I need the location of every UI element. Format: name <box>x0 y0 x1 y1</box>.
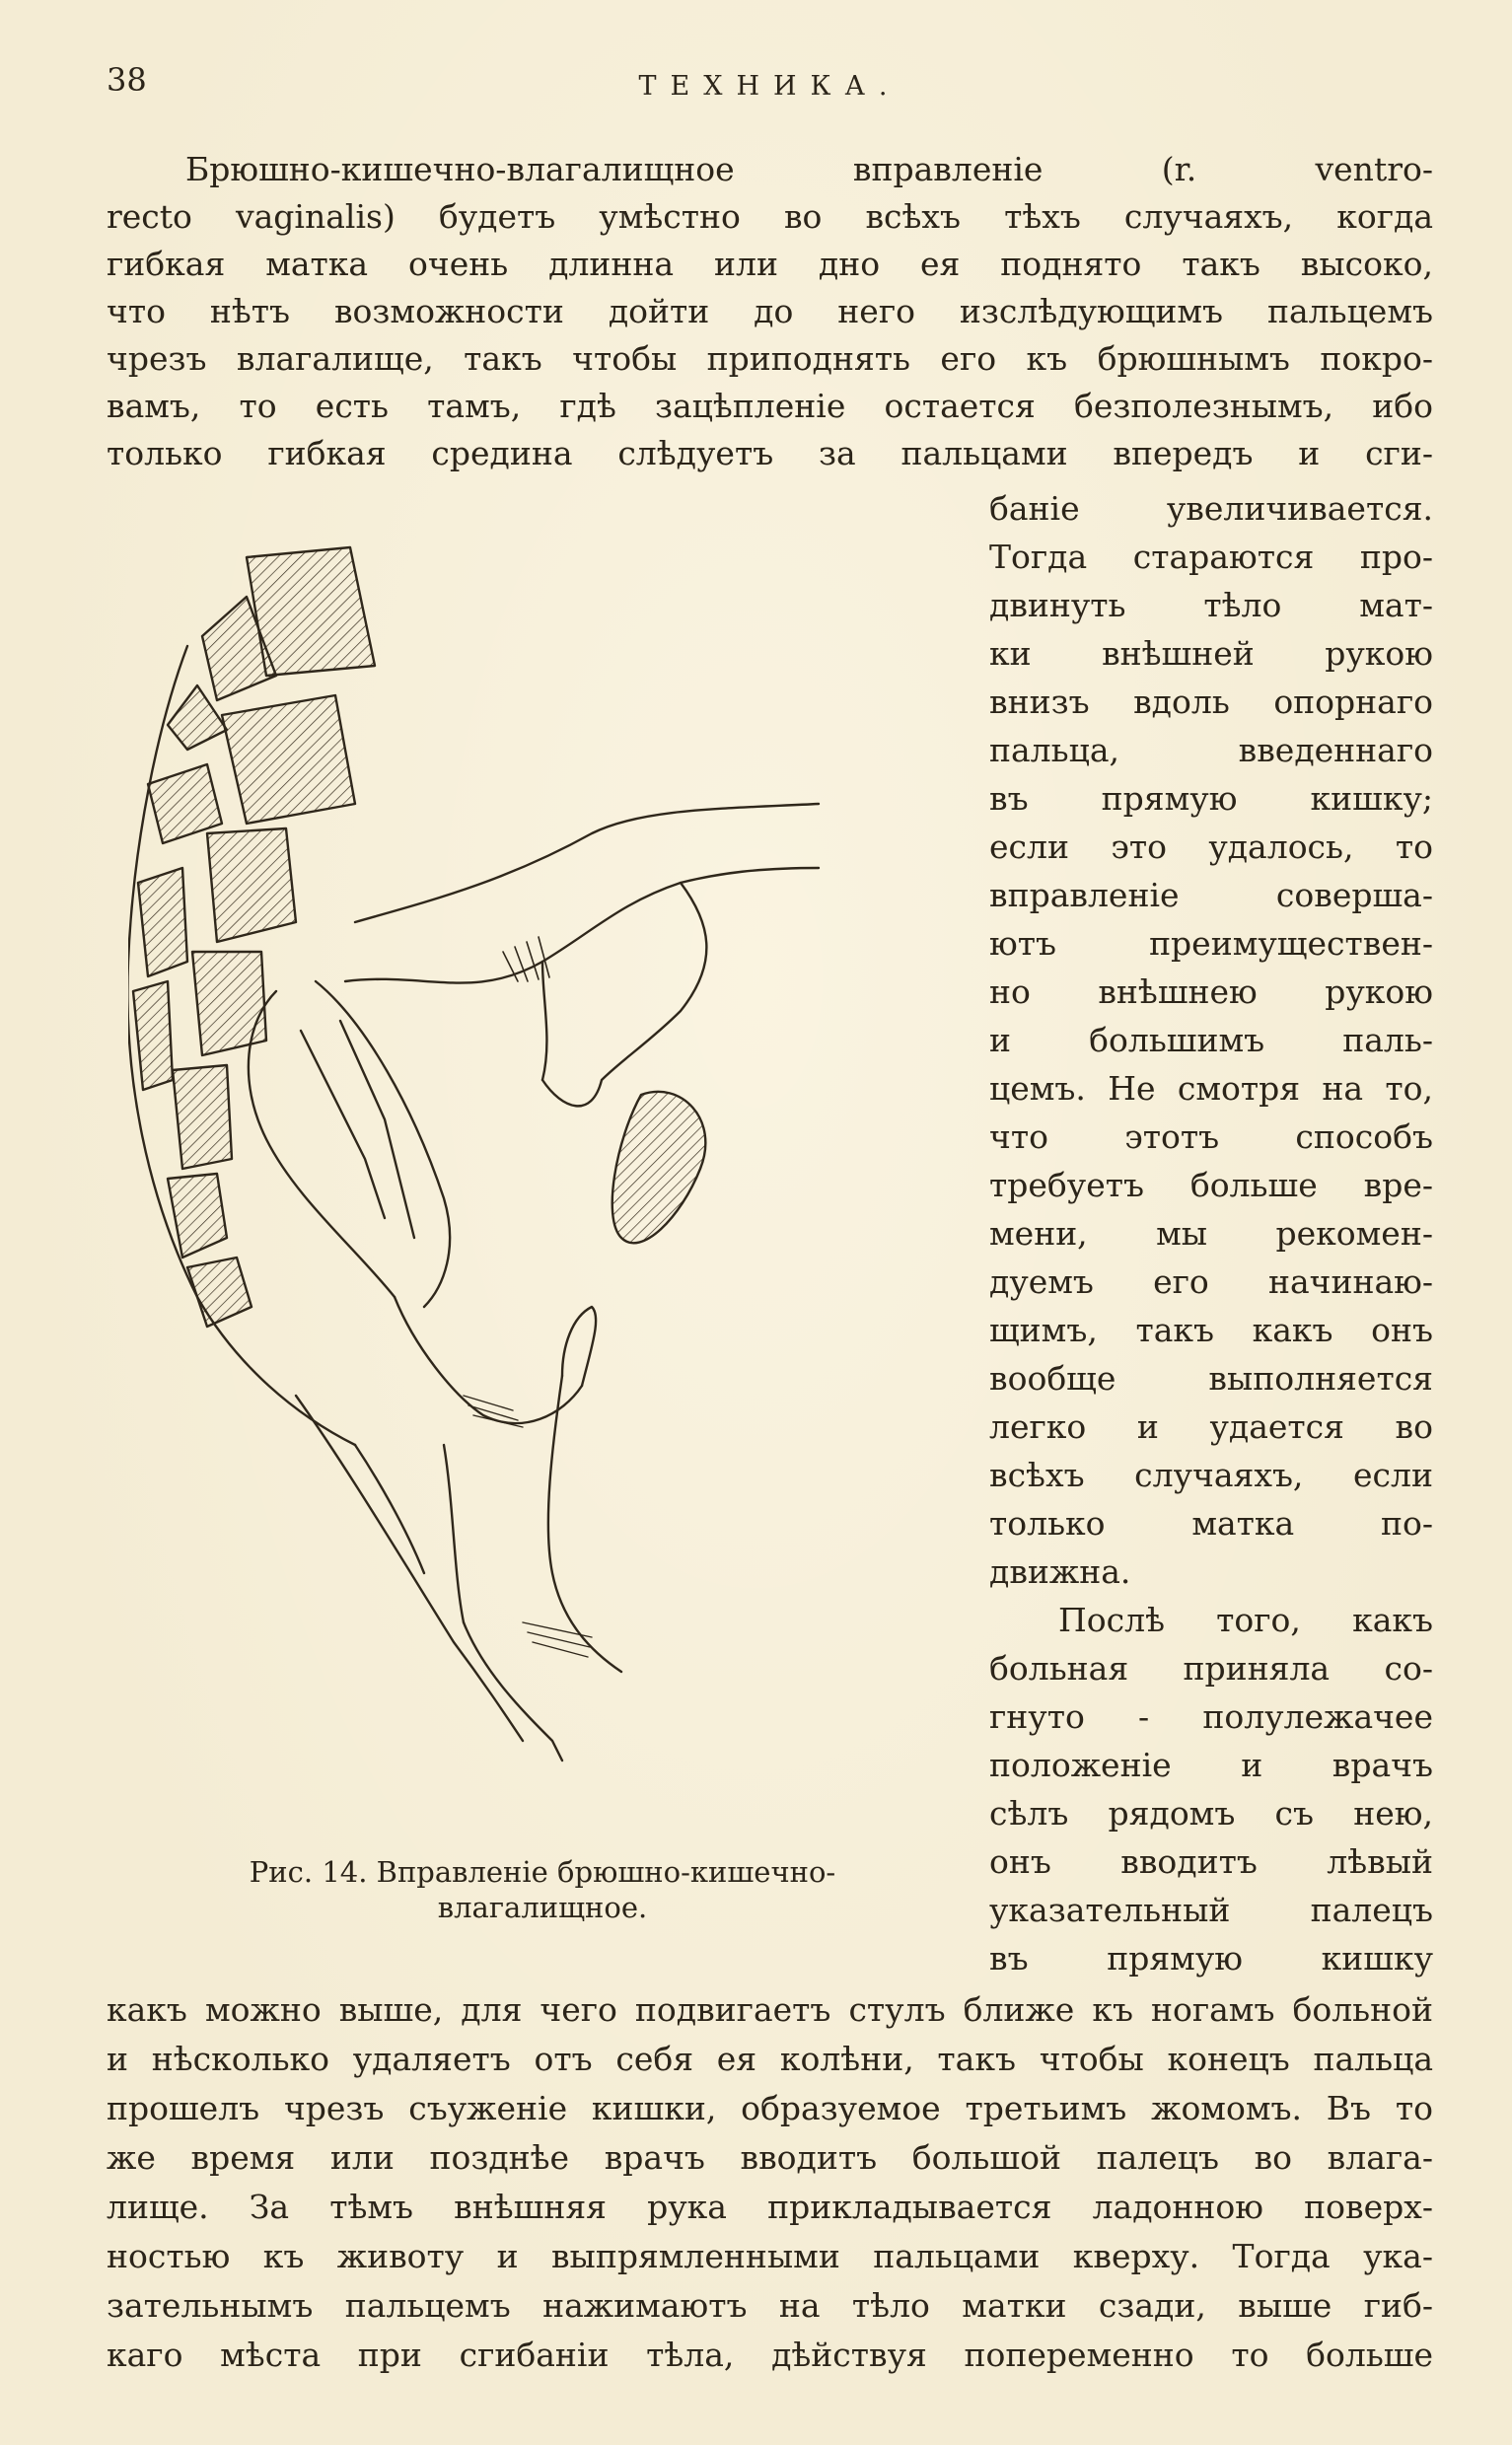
running-title: ТЕХНИКА. <box>638 71 901 102</box>
text-line: Тогда стараются про- <box>989 538 1433 576</box>
text-line: Брюшно-кишечно-влагалищное вправленіе (r. ventro- <box>185 150 1433 188</box>
text-line: гнуто - полулежачее <box>989 1697 1433 1736</box>
text-line: только матка по- <box>989 1504 1433 1543</box>
page-number: 38 <box>107 61 147 99</box>
caption-line: влагалищное. <box>437 1891 648 1924</box>
text-line: дуемъ его начинаю- <box>989 1262 1433 1301</box>
text-line: въ прямую кишку; <box>989 779 1433 818</box>
text-line: recto vaginalis) будетъ умѣстно во всѣхъ тѣхъ случаяхъ, когда <box>107 197 1433 236</box>
text-line: только гибкая средина слѣдуетъ за пальцами впередъ и сги- <box>107 434 1433 472</box>
page-header <box>107 61 1433 110</box>
text-line: вправленіе соверша- <box>989 876 1433 914</box>
text-line: въ прямую кишку <box>989 1939 1433 1978</box>
text-line: что этотъ способъ <box>989 1117 1433 1156</box>
text-line: баніе увеличивается. <box>989 489 1433 528</box>
text-line: внизъ вдоль опорнаго <box>989 683 1433 721</box>
text-line: ки внѣшней рукою <box>989 634 1433 673</box>
text-line: зательнымъ пальцемъ нажимаютъ на тѣло матки сзади, выше гиб- <box>107 2286 1433 2325</box>
text-line: легко и удается во <box>989 1407 1433 1446</box>
text-line: мени, мы рекомен- <box>989 1214 1433 1253</box>
text-line: вамъ, то есть тамъ, гдѣ зацѣпленіе остается безполезнымъ, ибо <box>107 387 1433 425</box>
text-line: гибкая матка очень длинна или дно ея поднято такъ высоко, <box>107 245 1433 283</box>
text-line: пальца, введеннаго <box>989 731 1433 769</box>
text-line: и нѣсколько удаляетъ отъ себя ея колѣни, такъ чтобы конецъ пальца <box>107 2040 1433 2078</box>
caption-line: Рис. 14. Вправленіе брюшно-кишечно- <box>249 1855 836 1889</box>
text-line: лище. За тѣмъ внѣшняя рука прикладывается ладонною поверх- <box>107 2188 1433 2226</box>
text-line: же время или позднѣе врачъ вводитъ большой палецъ во влага- <box>107 2138 1433 2177</box>
text-line: всѣхъ случаяхъ, если <box>989 1456 1433 1494</box>
text-line: щимъ, такъ какъ онъ <box>989 1311 1433 1349</box>
text-line: ностью къ животу и выпрямленными пальцами кверху. Тогда ука- <box>107 2237 1433 2275</box>
text-line: движна. <box>989 1552 1131 1591</box>
text-line: какъ можно выше, для чего подвигаетъ стулъ ближе къ ногамъ больной <box>107 1990 1433 2029</box>
text-line: онъ вводитъ лѣвый <box>989 1842 1433 1881</box>
text-line: но внѣшнею рукою <box>989 972 1433 1011</box>
text-line: цемъ. Не смотря на то, <box>989 1069 1433 1108</box>
text-line: прошелъ чрезъ съуженіе кишки, образуемое третьимъ жомомъ. Въ то <box>107 2089 1433 2127</box>
text-line: если это удалось, то <box>989 827 1433 866</box>
text-line: указательный палецъ <box>989 1891 1433 1929</box>
text-line: больная приняла со- <box>989 1649 1433 1688</box>
text-line: каго мѣста при сгибаніи тѣла, дѣйствуя попеременно то больше <box>107 2336 1433 2374</box>
figure-caption <box>148 1854 937 1925</box>
text-line: вообще выполняется <box>989 1359 1433 1398</box>
text-line: требуетъ больше вре- <box>989 1166 1433 1204</box>
text-line: положеніе и врачъ <box>989 1746 1433 1784</box>
text-line: что нѣтъ возможности дойти до него изслѣдующимъ пальцемъ <box>107 292 1433 330</box>
text-line: чрезъ влагалище, такъ чтобы приподнять его къ брюшнымъ покро- <box>107 339 1433 378</box>
text-line: ютъ преимуществен- <box>989 924 1433 963</box>
text-line: и большимъ паль- <box>989 1021 1433 1059</box>
text-line: Послѣ того, какъ <box>1058 1601 1433 1639</box>
anatomical-illustration <box>128 528 976 1820</box>
text-line: сѣлъ рядомъ съ нею, <box>989 1794 1433 1833</box>
anatomical-figure <box>128 528 976 1820</box>
text-line: двинуть тѣло мат- <box>989 586 1433 624</box>
